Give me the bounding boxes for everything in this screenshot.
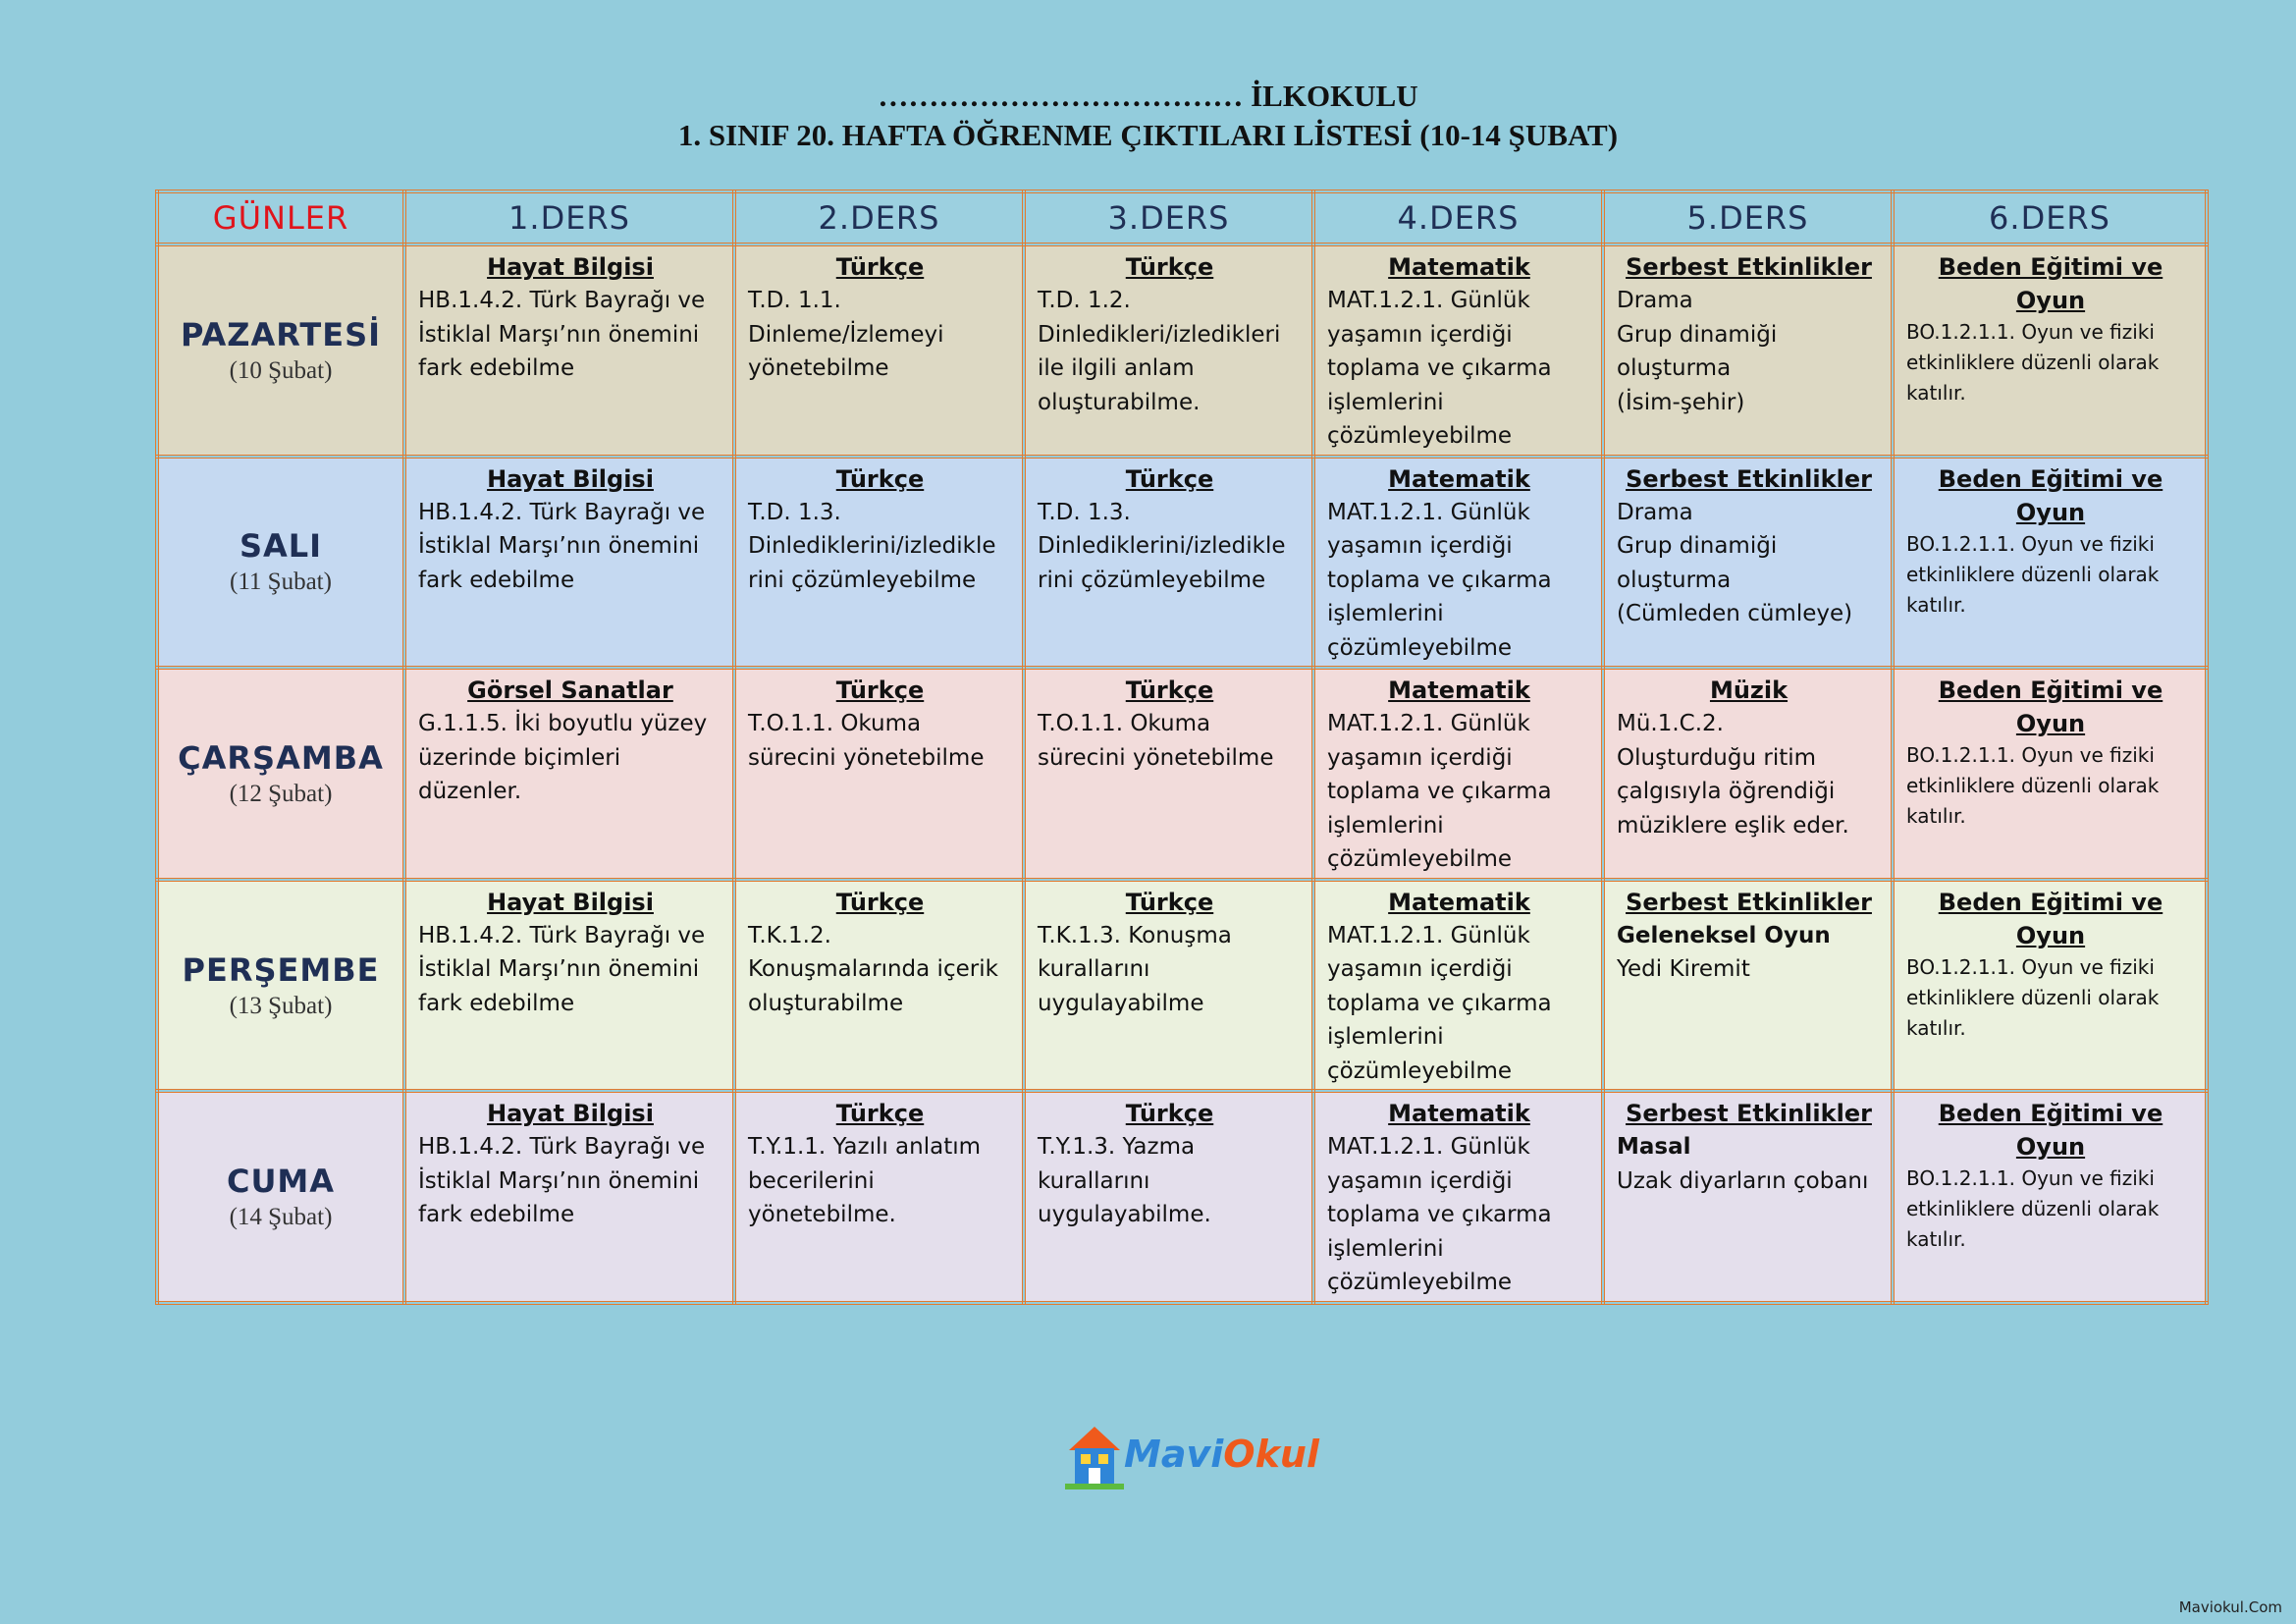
subject-title: Matematik bbox=[1388, 1100, 1530, 1128]
outcome-line: MAT.1.2.1. Günlük bbox=[1327, 922, 1530, 948]
outcome-line: çalgısıyla öğrendiği bbox=[1617, 779, 1836, 805]
outcome-line: kurallarını bbox=[1038, 1167, 1150, 1194]
subject-title: Türkçe bbox=[835, 464, 925, 493]
maviokul-logo bbox=[1063, 1421, 1319, 1495]
schedule-table bbox=[155, 189, 2209, 1305]
subject-title: Beden Eğitimi ve Oyun bbox=[1938, 253, 2163, 314]
outcome-line: MAT.1.2.1. Günlük bbox=[1327, 1134, 1530, 1161]
outcome-line: T.K.1.2. bbox=[748, 922, 831, 948]
outcome-line: işlemlerini bbox=[1327, 1024, 1444, 1051]
outcome-line: İstiklal Marşı’nın önemini bbox=[418, 956, 700, 983]
column-header-ders-4: 4.DERS bbox=[1313, 191, 1603, 244]
outcome-line: yaşamın içerdiği bbox=[1327, 744, 1513, 771]
subject-title: Türkçe bbox=[1125, 677, 1214, 705]
subject-title: Matematik bbox=[1388, 464, 1530, 493]
outcome-line: sürecini yönetebilme bbox=[748, 744, 985, 771]
outcome-line: sürecini yönetebilme bbox=[1038, 744, 1274, 771]
outcome-line: oluşturma bbox=[1617, 567, 1732, 593]
table-row bbox=[157, 668, 2207, 880]
lesson-cell bbox=[1313, 1091, 1603, 1303]
outcome-line: fark edebilme bbox=[418, 355, 575, 381]
outcome-line: etkinliklere düzenli olarak bbox=[1906, 351, 2160, 374]
school-line: ……………………………… İLKOKULU bbox=[878, 79, 1418, 113]
day-cell bbox=[157, 668, 404, 880]
outcome-line: Drama bbox=[1617, 288, 1693, 313]
outcome-line: Yedi Kiremit bbox=[1617, 956, 1750, 983]
footer-url: Maviokul.Com bbox=[2178, 1598, 2282, 1616]
lesson-cell bbox=[734, 668, 1024, 880]
outcome-line: toplama ve çıkarma bbox=[1327, 567, 1552, 593]
outcome-line: T.O.1.1. Okuma bbox=[748, 711, 922, 737]
outcome-line: Oluşturduğu ritim bbox=[1617, 744, 1817, 771]
subject-title: Görsel Sanatlar bbox=[467, 677, 673, 705]
outcome-line: fark edebilme bbox=[418, 567, 575, 593]
subject-title: Müzik bbox=[1709, 677, 1789, 705]
subject-title: Hayat Bilgisi bbox=[487, 253, 654, 281]
lesson-cell bbox=[1024, 457, 1313, 669]
lesson-cell bbox=[1603, 1091, 1893, 1303]
outcome-line: oluşturabilme bbox=[748, 990, 904, 1016]
outcome-line: becerilerini bbox=[748, 1167, 875, 1194]
outcome-line: toplama ve çıkarma bbox=[1327, 779, 1552, 805]
column-header-ders-2: 2.DERS bbox=[734, 191, 1024, 244]
day-name: CUMA bbox=[226, 1163, 336, 1201]
outcome-line: çözümleyebilme bbox=[1327, 1057, 1513, 1084]
outcome-line: yaşamın içerdiği bbox=[1327, 1167, 1513, 1194]
outcome-line: üzerinde biçimleri bbox=[418, 744, 621, 771]
day-name: ÇARŞAMBA bbox=[178, 738, 384, 777]
day-date: (11 Şubat) bbox=[230, 568, 332, 596]
outcome-line: etkinliklere düzenli olarak bbox=[1906, 562, 2160, 586]
table-row bbox=[157, 457, 2207, 669]
column-header-ders-1: 1.DERS bbox=[404, 191, 734, 244]
outcome-line: Dinlediklerini/izledikle bbox=[748, 533, 996, 560]
outcome-line: yaşamın içerdiği bbox=[1327, 956, 1513, 983]
subject-title: Matematik bbox=[1388, 253, 1530, 281]
outcome-line: Dinledikleri/izledikleri bbox=[1038, 321, 1281, 348]
subject-title: Hayat Bilgisi bbox=[487, 464, 654, 493]
outcome-line: oluşturma bbox=[1617, 355, 1732, 381]
lesson-cell bbox=[1024, 668, 1313, 880]
subject-title: Türkçe bbox=[1125, 464, 1214, 493]
outcome-line: yönetebilme. bbox=[748, 1202, 896, 1228]
subject-title: Beden Eğitimi ve Oyun bbox=[1938, 464, 2163, 526]
outcome-line: kurallarını bbox=[1038, 956, 1150, 983]
table-row bbox=[157, 880, 2207, 1092]
subject-title: Türkçe bbox=[835, 1100, 925, 1128]
outcome-line: MAT.1.2.1. Günlük bbox=[1327, 711, 1530, 737]
subject-title: Türkçe bbox=[1125, 253, 1214, 281]
table-row bbox=[157, 244, 2207, 457]
outcome-line: çözümleyebilme bbox=[1327, 846, 1513, 873]
activity-type: Geleneksel Oyun bbox=[1617, 922, 1831, 948]
subject-title: Serbest Etkinlikler bbox=[1626, 464, 1872, 493]
document-title bbox=[0, 77, 2296, 155]
lesson-cell bbox=[1603, 244, 1893, 457]
outcome-line: toplama ve çıkarma bbox=[1327, 1202, 1552, 1228]
lesson-cell bbox=[1893, 244, 2207, 457]
subject-title: Türkçe bbox=[1125, 1100, 1214, 1128]
outcome-line: katılır. bbox=[1906, 804, 1966, 829]
outcome-line: Uzak diyarların çobanı bbox=[1617, 1167, 1869, 1194]
subject-title: Hayat Bilgisi bbox=[487, 888, 654, 916]
table-row bbox=[157, 1091, 2207, 1303]
outcome-line: katılır. bbox=[1906, 381, 1966, 405]
logo-word-okul: Okul bbox=[1223, 1433, 1319, 1476]
outcome-line: çözümleyebilme bbox=[1327, 1270, 1513, 1296]
outcome-line: etkinliklere düzenli olarak bbox=[1906, 774, 2160, 798]
outcome-line: Drama bbox=[1617, 499, 1693, 525]
lesson-cell bbox=[404, 668, 734, 880]
column-header-ders-5: 5.DERS bbox=[1603, 191, 1893, 244]
outcome-line: BO.1.2.1.1. Oyun ve fiziki bbox=[1906, 320, 2155, 344]
outcome-line: yaşamın içerdiği bbox=[1327, 321, 1513, 348]
outcome-line: Dinlediklerini/izledikle bbox=[1038, 533, 1286, 560]
outcome-line: BO.1.2.1.1. Oyun ve fiziki bbox=[1906, 1166, 2155, 1191]
outcome-line: işlemlerini bbox=[1327, 389, 1444, 415]
outcome-line: (İsim-şehir) bbox=[1617, 389, 1745, 415]
day-date: (13 Şubat) bbox=[229, 992, 333, 1019]
outcome-line: İstiklal Marşı’nın önemini bbox=[418, 533, 700, 560]
lesson-cell bbox=[1024, 880, 1313, 1092]
lesson-cell bbox=[1313, 880, 1603, 1092]
outcome-line: HB.1.4.2. Türk Bayrağı ve bbox=[418, 288, 706, 313]
outcome-line: rini çözümleyebilme bbox=[748, 567, 977, 593]
subject-title: Serbest Etkinlikler bbox=[1626, 253, 1872, 281]
outcome-line: G.1.1.5. İki boyutlu yüzey bbox=[418, 711, 708, 737]
outcome-line: uygulayabilme. bbox=[1038, 1202, 1211, 1228]
outcome-line: T.D. 1.3. bbox=[748, 499, 841, 525]
day-cell bbox=[157, 244, 404, 457]
outcome-line: katılır. bbox=[1906, 1015, 1966, 1040]
day-cell bbox=[157, 1091, 404, 1303]
outcome-line: düzenler. bbox=[418, 779, 522, 805]
outcome-line: İstiklal Marşı’nın önemini bbox=[418, 1167, 700, 1194]
logo-word-mavi: Mavi bbox=[1124, 1433, 1224, 1476]
column-header-ders-6: 6.DERS bbox=[1893, 191, 2207, 244]
outcome-line: T.K.1.3. Konuşma bbox=[1038, 922, 1232, 948]
document-subtitle: 1. SINIF 20. HAFTA ÖĞRENME ÇIKTILARI LİSTESİ (10-14 ŞUBAT) bbox=[677, 118, 1619, 152]
day-date: (10 Şubat) bbox=[229, 356, 333, 384]
lesson-cell bbox=[1603, 880, 1893, 1092]
lesson-cell bbox=[1024, 1091, 1313, 1303]
outcome-line: çözümleyebilme bbox=[1327, 423, 1513, 449]
outcome-line: Konuşmalarında içerik bbox=[748, 956, 998, 983]
outcome-line: işlemlerini bbox=[1327, 601, 1444, 627]
outcome-line: işlemlerini bbox=[1327, 1235, 1444, 1262]
day-name: PERŞEMBE bbox=[182, 950, 380, 989]
subject-title: Matematik bbox=[1388, 888, 1530, 916]
outcome-line: çözümleyebilme bbox=[1327, 634, 1513, 661]
outcome-line: ile ilgili anlam bbox=[1038, 355, 1195, 381]
day-name: SALI bbox=[239, 527, 323, 566]
lesson-cell bbox=[1024, 244, 1313, 457]
outcome-line: etkinliklere düzenli olarak bbox=[1906, 1197, 2160, 1221]
outcome-line: T.D. 1.1. bbox=[748, 288, 841, 313]
lesson-cell bbox=[404, 457, 734, 669]
outcome-line: oluşturabilme. bbox=[1038, 389, 1201, 415]
lesson-cell bbox=[734, 457, 1024, 669]
outcome-line: müziklere eşlik eder. bbox=[1617, 812, 1849, 839]
lesson-cell bbox=[1603, 668, 1893, 880]
day-cell bbox=[157, 880, 404, 1092]
outcome-line: fark edebilme bbox=[418, 990, 575, 1016]
day-date: (14 Şubat) bbox=[229, 1204, 333, 1231]
subject-title: Matematik bbox=[1388, 677, 1530, 705]
lesson-cell bbox=[1313, 457, 1603, 669]
outcome-line: etkinliklere düzenli olarak bbox=[1906, 985, 2160, 1009]
outcome-line: toplama ve çıkarma bbox=[1327, 355, 1552, 381]
outcome-line: Grup dinamiği bbox=[1617, 533, 1778, 560]
column-header-days: GÜNLER bbox=[157, 191, 404, 244]
house-icon bbox=[1063, 1421, 1126, 1495]
outcome-line: katılır. bbox=[1906, 592, 1966, 617]
lesson-cell bbox=[734, 880, 1024, 1092]
subject-title: Hayat Bilgisi bbox=[487, 1100, 654, 1128]
outcome-line: katılır. bbox=[1906, 1227, 1966, 1252]
outcome-line: MAT.1.2.1. Günlük bbox=[1327, 288, 1530, 313]
lesson-cell bbox=[734, 244, 1024, 457]
outcome-line: uygulayabilme bbox=[1038, 990, 1204, 1016]
outcome-line: İstiklal Marşı’nın önemini bbox=[418, 321, 700, 348]
header-row bbox=[157, 191, 2207, 244]
outcome-line: T.Y.1.3. Yazma bbox=[1038, 1134, 1196, 1161]
lesson-cell bbox=[1893, 1091, 2207, 1303]
lesson-cell bbox=[1893, 457, 2207, 669]
outcome-line: BO.1.2.1.1. Oyun ve fiziki bbox=[1906, 743, 2155, 768]
day-cell bbox=[157, 457, 404, 669]
outcome-line: yönetebilme bbox=[748, 355, 889, 381]
subject-title: Beden Eğitimi ve Oyun bbox=[1938, 677, 2163, 738]
outcome-line: HB.1.4.2. Türk Bayrağı ve bbox=[418, 1134, 706, 1161]
subject-title: Türkçe bbox=[835, 888, 925, 916]
outcome-line: BO.1.2.1.1. Oyun ve fiziki bbox=[1906, 954, 2155, 979]
outcome-line: Mü.1.C.2. bbox=[1617, 711, 1724, 737]
subject-title: Beden Eğitimi ve Oyun bbox=[1938, 1100, 2163, 1162]
outcome-line: T.O.1.1. Okuma bbox=[1038, 711, 1211, 737]
outcome-line: BO.1.2.1.1. Oyun ve fiziki bbox=[1906, 531, 2155, 556]
subject-title: Türkçe bbox=[835, 253, 925, 281]
lesson-cell bbox=[1313, 668, 1603, 880]
outcome-line: T.D. 1.3. bbox=[1038, 499, 1131, 525]
lesson-cell bbox=[1893, 880, 2207, 1092]
lesson-cell bbox=[1313, 244, 1603, 457]
subject-title: Türkçe bbox=[1125, 888, 1214, 916]
outcome-line: HB.1.4.2. Türk Bayrağı ve bbox=[418, 922, 706, 948]
lesson-cell bbox=[404, 1091, 734, 1303]
column-header-ders-3: 3.DERS bbox=[1024, 191, 1313, 244]
lesson-cell bbox=[404, 880, 734, 1092]
subject-title: Serbest Etkinlikler bbox=[1626, 888, 1872, 916]
outcome-line: rini çözümleyebilme bbox=[1038, 567, 1266, 593]
outcome-line: Dinleme/İzlemeyi bbox=[748, 321, 944, 348]
activity-type: Masal bbox=[1617, 1134, 1691, 1161]
outcome-line: MAT.1.2.1. Günlük bbox=[1327, 499, 1530, 525]
outcome-line: fark edebilme bbox=[418, 1202, 575, 1228]
outcome-line: toplama ve çıkarma bbox=[1327, 990, 1552, 1016]
subject-title: Beden Eğitimi ve Oyun bbox=[1938, 888, 2163, 949]
subject-title: Serbest Etkinlikler bbox=[1626, 1100, 1872, 1128]
outcome-line: T.Y.1.1. Yazılı anlatım bbox=[748, 1134, 982, 1161]
outcome-line: yaşamın içerdiği bbox=[1327, 533, 1513, 560]
day-name: PAZARTESİ bbox=[180, 315, 382, 353]
lesson-cell bbox=[1603, 457, 1893, 669]
lesson-cell bbox=[404, 244, 734, 457]
subject-title: Türkçe bbox=[835, 677, 925, 705]
day-date: (12 Şubat) bbox=[229, 780, 333, 807]
outcome-line: işlemlerini bbox=[1327, 812, 1444, 839]
outcome-line: (Cümleden cümleye) bbox=[1617, 601, 1853, 627]
outcome-line: HB.1.4.2. Türk Bayrağı ve bbox=[418, 499, 706, 525]
lesson-cell bbox=[1893, 668, 2207, 880]
logo-wordmark bbox=[1124, 1433, 1319, 1476]
lesson-cell bbox=[734, 1091, 1024, 1303]
outcome-line: T.D. 1.2. bbox=[1038, 288, 1131, 313]
outcome-line: Grup dinamiği bbox=[1617, 321, 1778, 348]
